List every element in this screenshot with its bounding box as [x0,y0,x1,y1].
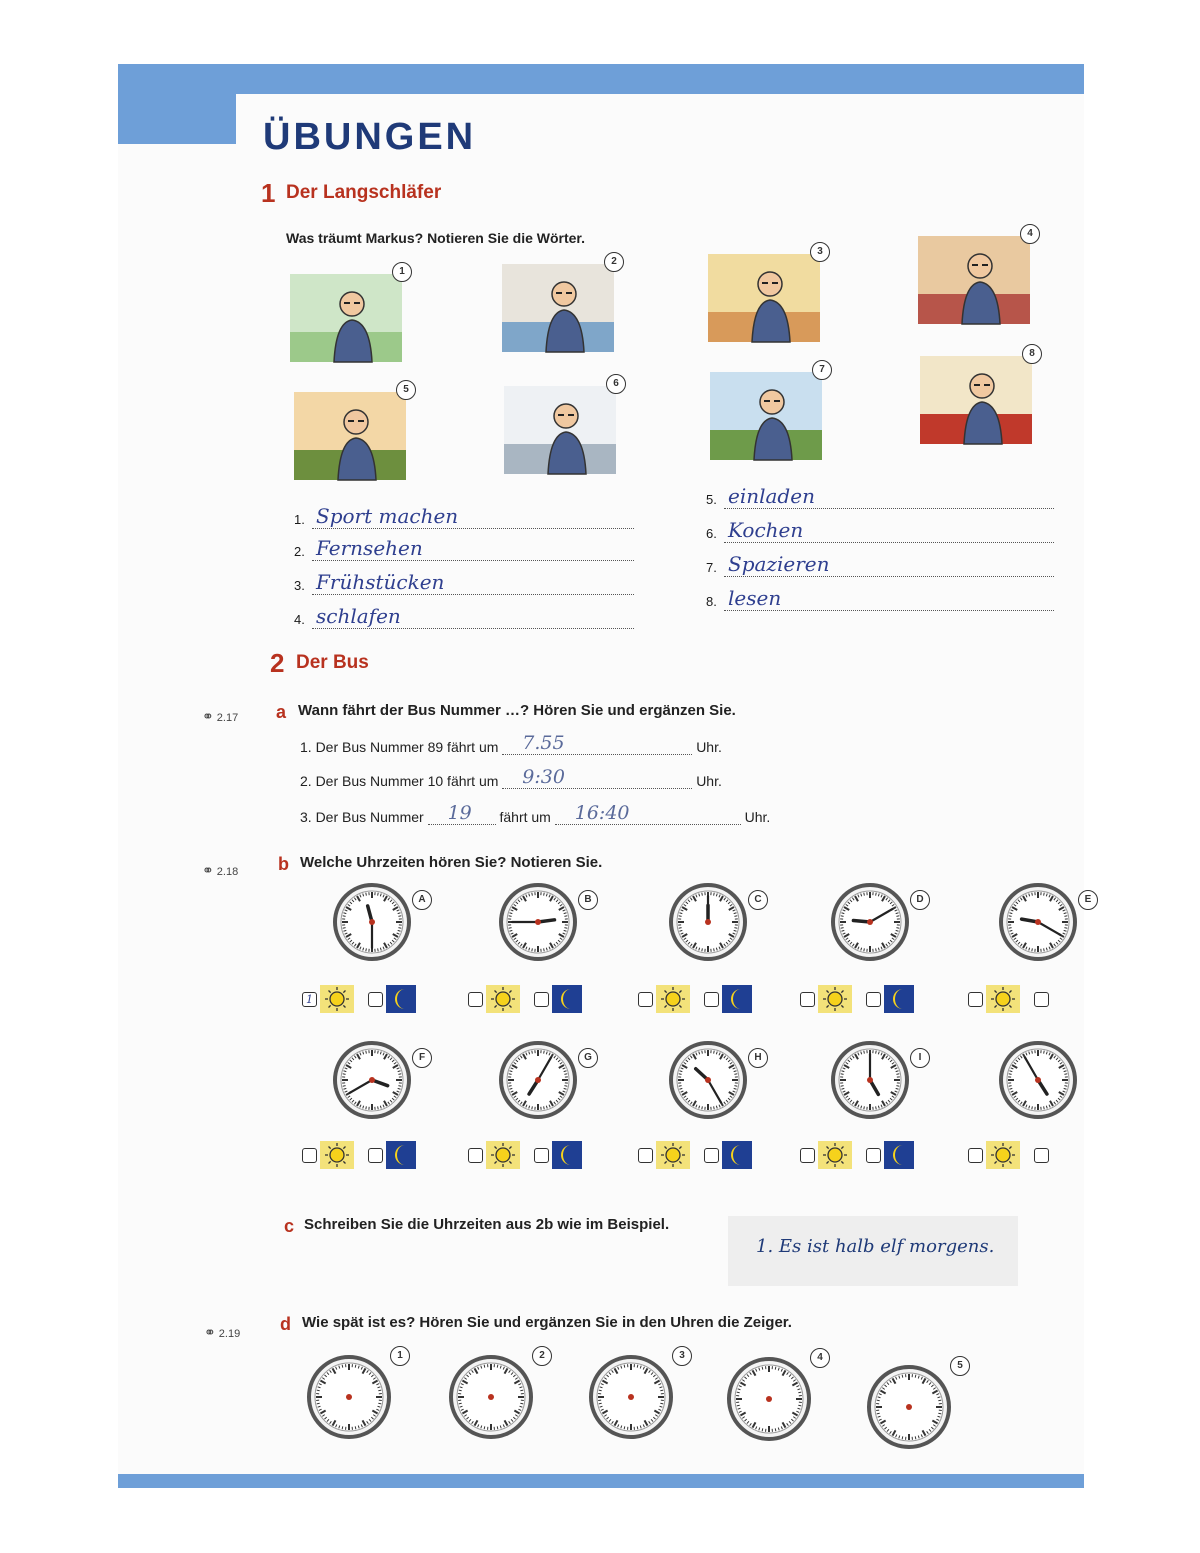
picture-number-4: 4 [1020,224,1040,244]
clock-10 [998,1040,1078,1120]
day-checkbox[interactable] [968,992,983,1007]
picture-number-8: 8 [1022,344,1042,364]
illustration-2 [502,264,614,352]
sun-icon [818,985,852,1013]
moon-icon [884,1141,914,1169]
clock-5 [998,882,1078,962]
day-checkbox[interactable] [800,992,815,1007]
moon-icon [884,985,914,1013]
clock-2 [498,882,578,962]
handwritten-answer-3: Frühstücken [316,570,445,594]
night-checkbox[interactable] [1034,1148,1049,1163]
answer-line-1[interactable] [312,504,634,529]
empty-clock-1[interactable] [306,1354,392,1440]
clock-letter-B: B [578,890,598,910]
clock-1 [332,882,412,962]
clock-letter-A: A [412,890,432,910]
picture-number-5: 5 [396,380,416,400]
headphones-icon: ⚭ [202,862,214,878]
answer-line-6[interactable] [724,518,1054,543]
audio-track-2-18[interactable]: ⚭ 2.18 [202,862,239,878]
illustration-3 [708,254,820,342]
empty-clock-number-2: 2 [532,1346,552,1366]
audio-track-2-17[interactable]: ⚭ 2.17 [202,708,239,724]
answer-line-4[interactable] [312,604,634,629]
answer-number-1: 1. [294,512,305,527]
clock-letter-H: H [748,1048,768,1068]
clock-letter-C: C [748,890,768,910]
clock-letter-I: I [910,1048,930,1068]
handwritten-answer-1: Sport machen [316,504,459,528]
sun-icon [818,1141,852,1169]
handwritten-answer-5: einladen [728,484,815,508]
night-checkbox[interactable] [534,1148,549,1163]
clock-face [998,882,1078,962]
night-checkbox[interactable] [534,992,549,1007]
sun-icon [320,985,354,1013]
answer-line-2[interactable] [312,536,634,561]
answer-number-5: 5. [706,492,717,507]
illustration-8 [920,356,1032,444]
exercise-2d-letter: d [280,1314,291,1334]
day-night-choice-5 [968,982,1108,1014]
night-checkbox[interactable] [368,992,383,1007]
answer-line-8[interactable] [724,586,1054,611]
day-checkbox[interactable] [638,1148,653,1163]
picture-number-6: 6 [606,374,626,394]
day-night-choice-10 [968,1138,1108,1170]
empty-clock-3[interactable] [588,1354,674,1440]
day-checkbox[interactable] [800,1148,815,1163]
clock-3 [668,882,748,962]
day-night-choice-7 [468,1138,608,1170]
audio-track-2-19[interactable]: ⚭ 2.19 [204,1324,241,1340]
moon-icon [552,1141,582,1169]
clock-face [830,882,910,962]
empty-clock-4[interactable] [726,1356,812,1442]
night-checkbox[interactable] [1034,992,1049,1007]
clock-7 [498,1040,578,1120]
clock-letter-G: G [578,1048,598,1068]
clock-face [668,1040,748,1120]
clock-letter-F: F [412,1048,432,1068]
night-checkbox[interactable] [866,992,881,1007]
answer-number-6: 6. [706,526,717,541]
exercise-2a-instruction: Wann fährt der Bus Nummer …? Hören Sie und ergänzen Sie. [298,702,736,719]
clock-4 [830,882,910,962]
illustration-5 [294,392,406,480]
illustration-6 [504,386,616,474]
clock-face [588,1354,674,1440]
exercise-2c-letter: c [284,1216,295,1236]
exercise-2b-letter: b [278,854,289,874]
exercise-2-number: 2 [270,648,285,678]
headphones-icon: ⚭ [204,1324,216,1340]
handwritten-answer-2: Fernsehen [316,536,423,560]
answer-number-3: 3. [294,578,305,593]
bus-answer-3-time[interactable]: 16:40 [555,806,741,825]
clock-face [726,1356,812,1442]
page-title: ÜBUNGEN [263,116,477,158]
day-night-choice-8 [638,1138,778,1170]
day-night-choice-4 [800,982,940,1014]
day-night-choice-2 [468,982,608,1014]
night-checkbox[interactable] [704,992,719,1007]
day-checkbox[interactable] [468,992,483,1007]
bottom-blue-band [118,1474,1084,1488]
bus-answer-2[interactable]: 9:30 [502,770,692,789]
moon-icon [552,985,582,1013]
sun-icon [986,1141,1020,1169]
sun-icon [656,985,690,1013]
clock-face [332,882,412,962]
exercise-2b-instruction: Welche Uhrzeiten hören Sie? Notieren Sie. [300,854,603,871]
bus-answer-1[interactable]: 7.55 [502,736,692,755]
day-checkbox[interactable] [638,992,653,1007]
night-checkbox[interactable] [866,1148,881,1163]
handwritten-answer-6: Kochen [728,518,804,542]
clock-face [998,1040,1078,1120]
sun-icon [656,1141,690,1169]
sun-icon [486,985,520,1013]
day-night-choice-3 [638,982,778,1014]
textbook-page [118,64,1092,1488]
day-checkbox[interactable] [468,1148,483,1163]
handwritten-answer-8: lesen [728,586,782,610]
exercise-2a-letter: a [276,702,287,722]
empty-clock-2[interactable] [448,1354,534,1440]
picture-number-2: 2 [604,252,624,272]
bus-line-3: 3. Der Bus Nummer 19 fährt um 16:40 Uhr. [300,802,771,825]
clock-face [306,1354,392,1440]
sun-icon [986,985,1020,1013]
clock-face [830,1040,910,1120]
clock-face [448,1354,534,1440]
answer-line-5[interactable] [724,484,1054,509]
answer-number-7: 7. [706,560,717,575]
exercise-1-number: 1 [261,178,276,208]
exercise-1-instruction: Was träumt Markus? Notieren Sie die Wörter. [286,230,585,246]
illustration-1 [290,274,402,362]
clock-face [668,882,748,962]
example-sentence: 1. Es ist halb elf morgens. [756,1236,995,1257]
empty-clock-number-4: 4 [810,1348,830,1368]
clock-6 [332,1040,412,1120]
night-checkbox[interactable] [368,1148,383,1163]
day-night-choice-1 [302,982,442,1014]
sun-icon [320,1141,354,1169]
clock-face [498,1040,578,1120]
moon-icon [386,1141,416,1169]
picture-number-3: 3 [810,242,830,262]
answer-number-8: 8. [706,594,717,609]
moon-icon [722,985,752,1013]
clock-face [332,1040,412,1120]
picture-number-7: 7 [812,360,832,380]
illustration-4 [918,236,1030,324]
example-box [728,1216,1018,1286]
day-checkbox[interactable]: 1 [302,992,317,1007]
night-checkbox[interactable] [704,1148,719,1163]
empty-clock-number-3: 3 [672,1346,692,1366]
answer-number-2: 2. [294,544,305,559]
handwritten-answer-7: Spazieren [728,552,830,576]
empty-clock-number-1: 1 [390,1346,410,1366]
bus-answer-3-number[interactable]: 19 [428,806,496,825]
day-night-choice-9 [800,1138,940,1170]
empty-clock-number-5: 5 [950,1356,970,1376]
exercise-2-title: Der Bus [296,652,369,673]
clock-face [498,882,578,962]
day-checkbox[interactable] [968,1148,983,1163]
bus-line-2: 2. Der Bus Nummer 10 fährt um 9:30 Uhr. [300,766,722,789]
illustration-7 [710,372,822,460]
clock-letter-E: E [1078,890,1098,910]
clock-9 [830,1040,910,1120]
moon-icon [386,985,416,1013]
exercise-2d-instruction: Wie spät ist es? Hören Sie und ergänzen Sie in den Uhren die Zeiger. [302,1314,792,1331]
moon-icon [722,1141,752,1169]
day-checkbox[interactable] [302,1148,317,1163]
handwritten-answer-4: schlafen [316,604,401,628]
day-night-choice-6 [302,1138,442,1170]
clock-letter-D: D [910,890,930,910]
picture-number-1: 1 [392,262,412,282]
answer-number-4: 4. [294,612,305,627]
clock-8 [668,1040,748,1120]
answer-line-3[interactable] [312,570,634,595]
clock-face [866,1364,952,1450]
bus-line-1: 1. Der Bus Nummer 89 fährt um 7.55 Uhr. [300,732,722,755]
sun-icon [486,1141,520,1169]
exercise-2c-instruction: Schreiben Sie die Uhrzeiten aus 2b wie im Beispiel. [304,1216,670,1233]
exercise-1-title: Der Langschläfer [286,182,442,203]
empty-clock-5[interactable] [866,1364,952,1450]
answer-line-7[interactable] [724,552,1054,577]
headphones-icon: ⚭ [202,708,214,724]
